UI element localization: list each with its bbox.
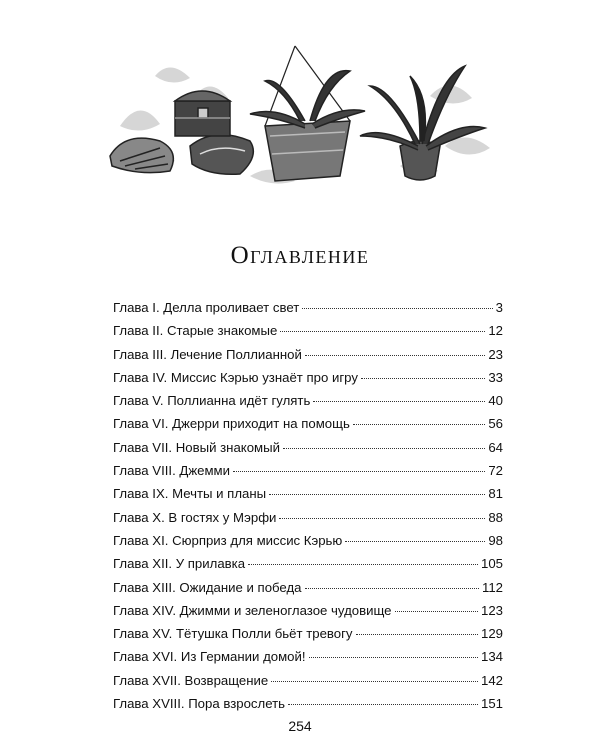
toc-entry-label: Глава XVIII. Пора взрослеть xyxy=(113,696,286,712)
shell-icon xyxy=(110,135,253,175)
toc-entry-label: Глава III. Лечение Поллианной xyxy=(113,346,302,362)
toc-entry[interactable] xyxy=(113,347,503,370)
toc-entry-page: 12 xyxy=(488,323,503,339)
toc-entry-page: 123 xyxy=(480,602,503,618)
toc-entry[interactable] xyxy=(113,649,503,672)
toc-entry[interactable] xyxy=(113,510,503,533)
toc-entry-page: 33 xyxy=(488,369,503,385)
toc-entry[interactable] xyxy=(113,673,503,696)
toc-leader-dots xyxy=(233,471,485,472)
toc-entry[interactable] xyxy=(113,463,503,486)
toc-entry[interactable] xyxy=(113,626,503,649)
toc-leader-dots xyxy=(313,401,485,402)
toc-entry-label: Глава XVII. Возвращение xyxy=(113,672,269,688)
toc-entry-label: Глава V. Поллианна идёт гулять xyxy=(113,393,311,409)
toc-entry-page: 151 xyxy=(480,696,503,712)
toc-leader-dots xyxy=(302,308,492,309)
toc-entry[interactable] xyxy=(113,393,503,416)
toc-leader-dots xyxy=(395,611,478,612)
toc-entry-page: 56 xyxy=(488,416,503,432)
toc-entry-page: 134 xyxy=(480,649,503,665)
potted-plant-icon xyxy=(360,66,485,180)
toc-entry[interactable] xyxy=(113,440,503,463)
toc-leader-dots xyxy=(309,657,478,658)
page-title: Оглавление xyxy=(230,242,370,269)
toc-entry-label: Глава XV. Тётушка Полли бьёт тревогу xyxy=(113,626,353,642)
page-number: 254 xyxy=(288,718,312,734)
toc-entry-label: Глава IX. Мечты и планы xyxy=(113,486,267,502)
toc-entry-label: Глава XVI. Из Германии домой! xyxy=(113,649,306,665)
toc-entry-label: Глава I. Делла проливает свет xyxy=(113,300,300,315)
toc-entry-page: 105 xyxy=(480,556,503,572)
toc-entry[interactable] xyxy=(113,370,503,393)
toc-leader-dots xyxy=(269,494,485,495)
header-illustration xyxy=(100,36,500,196)
toc-entry-label: Глава XIII. Ожидание и победа xyxy=(113,579,302,595)
toc-entry-page: 142 xyxy=(480,672,503,688)
toc-entry-page: 3 xyxy=(495,300,503,315)
toc-entry-page: 98 xyxy=(488,532,503,548)
toc-leader-dots xyxy=(283,448,485,449)
toc-entry[interactable] xyxy=(113,603,503,626)
toc-entry-page: 23 xyxy=(488,346,503,362)
toc-entry[interactable] xyxy=(113,580,503,603)
toc-leader-dots xyxy=(356,634,478,635)
toc-entry-label: Глава XI. Сюрприз для миссис Кэрью xyxy=(113,532,343,548)
toc-leader-dots xyxy=(248,564,478,565)
toc-entry-page: 112 xyxy=(481,579,503,595)
toc-entry-label: Глава VIII. Джемми xyxy=(113,463,230,479)
toc-entry[interactable] xyxy=(113,323,503,346)
table-of-contents xyxy=(113,300,503,719)
toc-entry-page: 129 xyxy=(480,626,503,642)
toc-entry-page: 81 xyxy=(488,486,503,502)
toc-entry[interactable] xyxy=(113,556,503,579)
toc-entry[interactable] xyxy=(113,533,503,556)
toc-leader-dots xyxy=(345,541,485,542)
toc-leader-dots xyxy=(279,518,485,519)
toc-entry-label: Глава VI. Джерри приходит на помощь xyxy=(113,416,350,432)
toc-entry-label: Глава XII. У прилавка xyxy=(113,556,246,572)
toc-leader-dots xyxy=(305,588,479,589)
treasure-chest-icon xyxy=(175,91,230,136)
toc-entry[interactable] xyxy=(113,416,503,439)
hanging-planter-icon xyxy=(250,46,365,181)
toc-entry-page: 40 xyxy=(488,393,503,409)
toc-leader-dots xyxy=(305,355,485,356)
toc-leader-dots xyxy=(361,378,485,379)
toc-entry-page: 72 xyxy=(488,463,503,479)
toc-entry-label: Глава VII. Новый знакомый xyxy=(113,439,280,455)
toc-entry[interactable] xyxy=(113,486,503,509)
toc-entry-label: Глава XIV. Джимми и зеленоглазое чудовище xyxy=(113,602,392,618)
toc-entry-page: 88 xyxy=(488,509,503,525)
toc-entry[interactable] xyxy=(113,696,503,719)
toc-leader-dots xyxy=(353,424,485,425)
toc-entry[interactable] xyxy=(113,300,503,323)
toc-entry-page: 64 xyxy=(488,439,503,455)
toc-entry-label: Глава II. Старые знакомые xyxy=(113,323,278,339)
toc-entry-label: Глава X. В гостях у Мэрфи xyxy=(113,509,277,525)
toc-leader-dots xyxy=(280,331,485,332)
toc-leader-dots xyxy=(288,704,478,705)
toc-leader-dots xyxy=(271,681,478,682)
toc-entry-label: Глава IV. Миссис Кэрью узнаёт про игру xyxy=(113,369,358,385)
